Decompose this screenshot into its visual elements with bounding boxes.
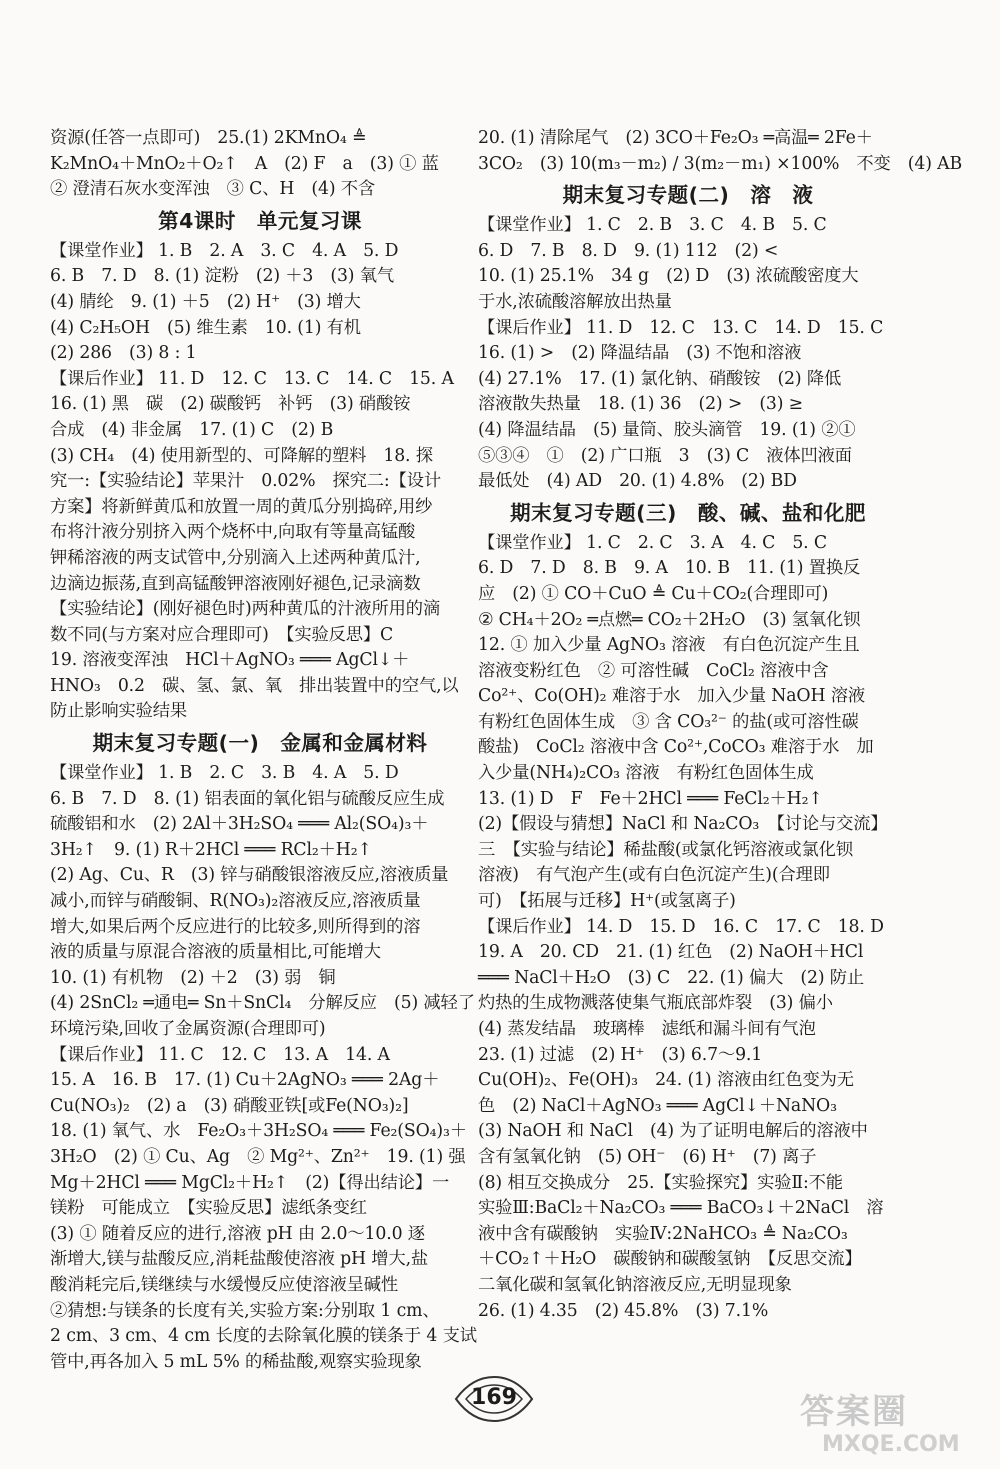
answer-line: 环境污染,回收了金属资源(合理即可) — [50, 1019, 326, 1039]
answer-line: 布将汁液分别挤入两个烧杯中,向取有等量高锰酸 — [50, 522, 416, 543]
answer-line: 16. (1) 黑 碳 (2) 碳酸钙 补钙 (3) 硝酸铵 — [50, 394, 411, 415]
watermark-art: 答案圈 — [800, 1392, 908, 1432]
answer-line: Cu(OH)₂、Fe(OH)₃ 24. (1) 溶液由红色变为无 — [478, 1070, 854, 1091]
answer-line: 19. A 20. CD 21. (1) 红色 (2) NaOH＋HCl — [478, 942, 864, 963]
answer-line: 合成 (4) 非金属 17. (1) C (2) B — [50, 419, 334, 440]
answer-line: Co²⁺、Co(OH)₂ 难溶于水 加入少量 NaOH 溶液 — [478, 686, 865, 707]
answer-line: 3CO₂ (3) 10(m₃－m₂) / 3(m₂－m₁) ×100% 不变 (4) AB — [478, 153, 963, 174]
left-column — [50, 126, 477, 1375]
answer-line: HNO₃ 0.2 碳、氢、氯、氧 排出装置中的空气,以 — [50, 675, 459, 696]
answer-line: 二氧化碳和氢氧化钠溶液反应,无明显现象 — [478, 1274, 792, 1295]
answer-line: ② CH₄＋2O₂ ═点燃═ CO₂＋2H₂O (3) 氢氧化钡 — [478, 609, 861, 630]
answer-line: (4) C₂H₅OH (5) 维生素 10. (1) 有机 — [50, 317, 361, 338]
answer-line: 灼热的生成物溅落使集气瓶底部炸裂 (3) 偏小 — [478, 993, 833, 1014]
answer-line: (2) Ag、Cu、R (3) 锌与硝酸银溶液反应,溶液质量 — [50, 865, 449, 886]
answer-line: 溶液散失热量 18. (1) 36 (2) > (3) ≥ — [478, 394, 804, 415]
answer-line: 12. ① 加入少量 AgNO₃ 溶液 有白色沉淀产生且 — [478, 635, 860, 656]
answer-line: (4) 2SnCl₂ ═通电═ Sn＋SnCl₄ 分解反应 (5) 减轻了 — [50, 993, 475, 1014]
answer-line: 渐增大,镁与盐酸反应,消耗盐酸使溶液 pH 增大,盐 — [50, 1249, 429, 1270]
answer-line: 6. D 7. B 8. D 9. (1) 112 (2) < — [478, 240, 779, 261]
watermark-domain: MXQE.COM — [822, 1432, 960, 1457]
answer-line: 入少量(NH₄)₂CO₃ 溶液 有粉红色固体生成 — [478, 763, 814, 784]
answer-line: 【课后作业】 11. C 12. C 13. A 14. A — [50, 1044, 390, 1065]
answer-line: 色 (2) NaCl＋AgNO₃ ═══ AgCl↓＋NaNO₃ — [478, 1095, 837, 1116]
answer-line: 应 (2) ① CO＋CuO ≜ Cu＋CO₂(合理即可) — [478, 583, 829, 604]
answer-line: 26. (1) 4.35 (2) 45.8% (3) 7.1% — [478, 1300, 769, 1321]
answer-line: ＋CO₂↑＋H₂O 碳酸钠和碳酸氢钠 【反思交流】 — [478, 1249, 862, 1270]
page-number-badge — [452, 1371, 536, 1427]
answer-line: (4) 降温结晶 (5) 量筒、胶头滴管 19. (1) ②① — [478, 419, 856, 440]
answer-line: 10. (1) 有机物 (2) ＋2 (3) 弱 铜 — [50, 967, 336, 988]
answer-line: Mg＋2HCl ═══ MgCl₂＋H₂↑ (2)【得出结论】一 — [50, 1172, 450, 1193]
answer-line: 资源(任答一点即可) 25.(1) 2KMnO₄ ≜ — [50, 128, 367, 148]
answer-line: ⑤③④ ① (2) 广口瓶 3 (3) C 液体凹液面 — [478, 445, 852, 466]
answer-line: 究一:【实验结论】苹果汁 0.02% 探究二:【设计 — [50, 471, 441, 492]
answer-line: (4) 腈纶 9. (1) ＋5 (2) H⁺ (3) 增大 — [50, 291, 361, 312]
answer-line: 方案】将新鲜黄瓜和放置一周的黄瓜分别捣碎,用纱 — [50, 496, 433, 517]
answer-line: 最低处 (4) AD 20. (1) 4.8% (2) BD — [478, 471, 797, 492]
answer-line: 数不同(与方案对应合理即可) 【实验反思】C — [50, 624, 394, 645]
answer-line: (3) ① 随着反应的进行,溶液 pH 由 2.0～10.0 逐 — [50, 1223, 425, 1244]
answer-line: 10. (1) 25.1% 34 g (2) D (3) 浓硫酸密度大 — [478, 266, 859, 287]
answer-line: 3H₂↑ 9. (1) R＋2HCl ═══ RCl₂＋H₂↑ — [50, 839, 372, 860]
answer-line: 钾稀溶液的两支试管中,分别滴入上述两种黄瓜汁, — [50, 547, 421, 568]
answer-line: (2)【假设与猜想】NaCl 和 Na₂CO₃ 【讨论与交流】 — [478, 814, 888, 835]
section-title: 期末复习专题(二) 溶 液 — [562, 183, 814, 208]
answer-line: 6. B 7. D 8. (1) 铝表面的氧化铝与硫酸反应生成 — [50, 788, 445, 809]
answer-line: 13. (1) D F Fe＋2HCl ═══ FeCl₂＋H₂↑ — [478, 788, 823, 809]
answer-line: 镁粉 可能成立 【实验反思】滤纸条变红 — [50, 1198, 367, 1219]
answer-line: 【实验结论】(刚好褪色时)两种黄瓜的汁液所用的滴 — [50, 599, 441, 620]
answer-line: 6. D 7. D 8. B 9. A 10. B 11. (1) 置换反 — [478, 558, 861, 579]
answer-line: 酸盐) CoCl₂ 溶液中含 Co²⁺,CoCO₃ 难溶于水 加 — [478, 737, 874, 758]
answer-line: 含有氢氧化钠 (5) OH⁻ (6) H⁺ (7) 离子 — [478, 1146, 817, 1167]
answer-line: 20. (1) 清除尾气 (2) 3CO＋Fe₂O₃ ═高温═ 2Fe＋ — [478, 128, 873, 148]
answer-line: 18. (1) 氧气、水 Fe₂O₃＋3H₂SO₄ ═══ Fe₂(SO₄)₃＋ — [50, 1121, 467, 1142]
answer-line: (8) 相互交换成分 25.【实验探究】实验Ⅱ:不能 — [478, 1172, 843, 1193]
answer-line: 【课堂作业】 1. C 2. B 3. C 4. B 5. C — [478, 215, 827, 236]
answer-line: ②猜想:与镁条的长度有关,实验方案:分别取 1 cm、 — [50, 1300, 440, 1321]
answer-line: 16. (1) > (2) 降温结晶 (3) 不饱和溶液 — [478, 343, 802, 364]
answer-line: 【课堂作业】 1. C 2. C 3. A 4. C 5. C — [478, 532, 827, 553]
answer-line: ═══ NaCl＋H₂O (3) C 22. (1) 偏大 (2) 防止 — [478, 967, 865, 988]
answer-line: 3H₂O (2) ① Cu、Ag ② Mg²⁺、Zn²⁺ 19. (1) 强 — [50, 1146, 466, 1167]
answer-line: 6. B 7. D 8. (1) 淀粉 (2) ＋3 (3) 氧气 — [50, 266, 394, 287]
answer-line: 溶液) 有气泡产生(或有白色沉淀产生)(合理即 — [478, 865, 830, 886]
answer-line: K₂MnO₄＋MnO₂＋O₂↑ A (2) F a (3) ① 蓝 — [50, 153, 439, 174]
answer-line: (4) 蒸发结晶 玻璃棒 滤纸和漏斗间有气泡 — [478, 1019, 816, 1039]
answer-line: 硫酸铝和水 (2) 2Al＋3H₂SO₄ ═══ Al₂(SO₄)₃＋ — [50, 814, 429, 835]
answer-line: 于水,浓硫酸溶解放出热量 — [478, 291, 672, 312]
answer-line: 溶液变粉红色 ② 可溶性碱 CoCl₂ 溶液中含 — [478, 660, 829, 681]
answer-line: 可) 【拓展与迁移】H⁺(或氢离子) — [478, 891, 736, 912]
answer-line: (3) CH₄ (4) 使用新型的、可降解的塑料 18. 探 — [50, 445, 433, 466]
answer-line: 有粉红色固体生成 ③ 含 CO₃²⁻ 的盐(或可溶性碳 — [478, 711, 859, 732]
answer-line: 液的质量与原混合溶液的质量相比,可能增大 — [50, 942, 381, 963]
answer-line: 23. (1) 过滤 (2) H⁺ (3) 6.7～9.1 — [478, 1044, 763, 1065]
answer-line: 【课后作业】 11. D 12. C 13. C 14. C 15. A — [50, 368, 454, 389]
answer-line: ② 澄清石灰水变浑浊 ③ C、H (4) 不含 — [50, 179, 376, 200]
page-number: 169 — [471, 1385, 517, 1410]
answer-line: 【课后作业】 14. D 15. D 16. C 17. C 18. D — [478, 916, 884, 937]
answer-line: 液中含有碳酸钠 实验Ⅳ:2NaHCO₃ ≜ Na₂CO₃ — [478, 1223, 848, 1244]
answer-line: 【课后作业】 11. D 12. C 13. C 14. D 15. C — [478, 317, 884, 338]
section-title: 期末复习专题(一) 金属和金属材料 — [92, 731, 428, 756]
answer-line: 减小,而锌与硝酸铜、R(NO₃)₂溶液反应,溶液质量 — [50, 891, 421, 912]
answer-line: 管中,再各加入 5 mL 5% 的稀盐酸,观察实验现象 — [50, 1351, 422, 1372]
answer-line: 边滴边振荡,直到高锰酸钾溶液刚好褪色,记录滴数 — [50, 573, 421, 594]
answer-line: 【课堂作业】 1. B 2. C 3. B 4. A 5. D — [50, 763, 399, 784]
answer-line: 19. 溶液变浑浊 HCl＋AgNO₃ ═══ AgCl↓＋ — [50, 650, 410, 671]
answer-line: 三 【实验与结论】稀盐酸(或氯化钙溶液或氯化钡 — [478, 839, 853, 860]
answer-line: 2 cm、3 cm、4 cm 长度的去除氧化膜的镁条于 4 支试 — [50, 1326, 477, 1347]
answer-line: 15. A 16. B 17. (1) Cu＋2AgNO₃ ═══ 2Ag＋ — [50, 1070, 440, 1091]
answer-line: 增大,如果后两个反应进行的比较多,则所得到的溶 — [50, 916, 421, 937]
right-column — [478, 126, 963, 1324]
section-title: 期末复习专题(三) 酸、碱、盐和化肥 — [510, 500, 866, 525]
answer-line: (3) NaOH 和 NaCl (4) 为了证明电解后的溶液中 — [478, 1121, 868, 1142]
answer-line: (4) 27.1% 17. (1) 氯化钠、硝酸铵 (2) 降低 — [478, 368, 842, 389]
watermark-logo — [792, 1384, 992, 1462]
answer-line: 【课堂作业】 1. B 2. A 3. C 4. A 5. D — [50, 240, 399, 261]
answer-line: 酸消耗完后,镁继续与水缓慢反应使溶液呈碱性 — [50, 1274, 398, 1295]
answer-line: 实验Ⅲ:BaCl₂＋Na₂CO₃ ═══ BaCO₃↓＋2NaCl 溶 — [478, 1198, 884, 1219]
answer-line: Cu(NO₃)₂ (2) a (3) 硝酸亚铁[或Fe(NO₃)₂] — [50, 1095, 409, 1116]
section-title: 第4课时 单元复习课 — [158, 208, 362, 233]
answer-line: 防止影响实验结果 — [50, 701, 188, 722]
answer-line: (2) 286 (3) 8 : 1 — [50, 343, 197, 364]
